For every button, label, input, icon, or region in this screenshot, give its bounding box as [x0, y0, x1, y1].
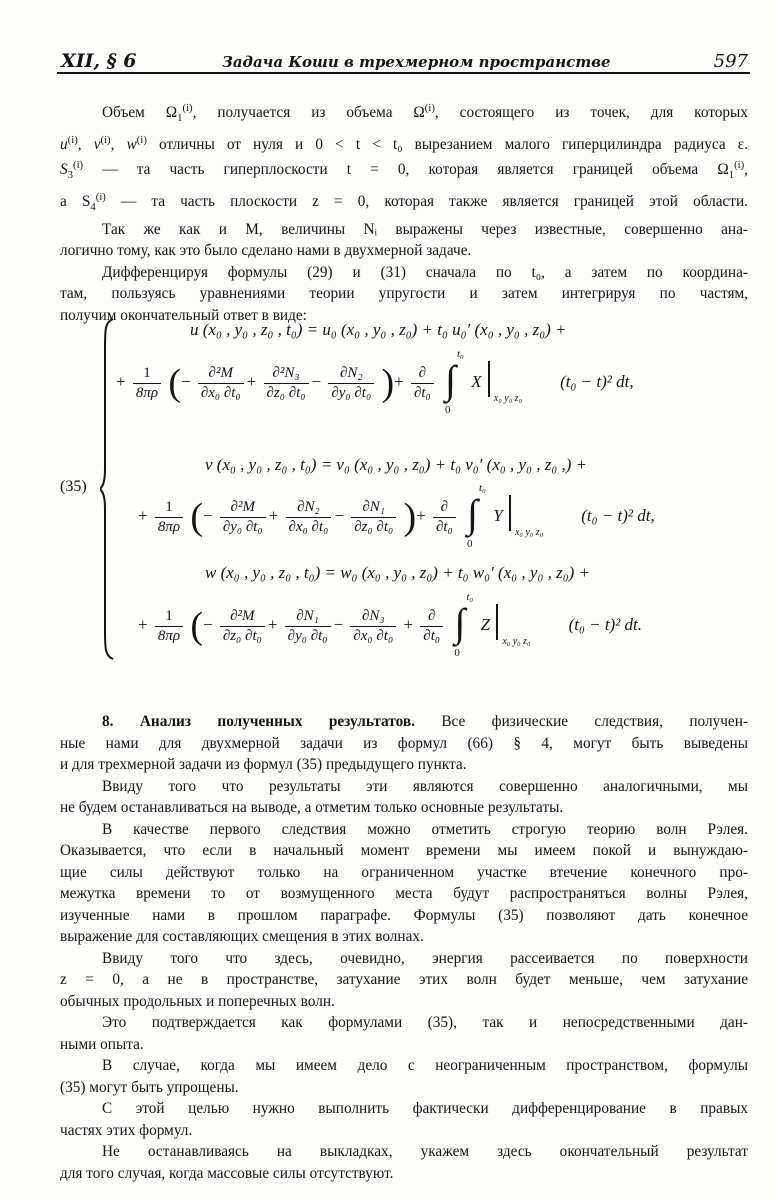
integral-sign: ∫ t₀ 0: [445, 348, 464, 416]
w-displacement-line-2: + $\frac{1}{8\pi\rho}$ (− $\frac{\text{∂²M}}{\text{∂z₀ ∂t₀}}$ + $\frac{\text{∂N₁}}{\text{∂y₀ ∂t₀}}$ − $\frac{\text{∂N₃}}{\text{∂x₀ ∂t₀}}$ + $\frac{\partial}{\text{∂t₀}}$ ∫ t₀ 0 Z x₀ y₀ z₀ (t₀ − t)² dt.: [138, 591, 643, 659]
u-displacement-line-2: + $\frac{1}{8\pi\rho}$ (− $\frac{\text{∂²M}}{\text{∂x₀ ∂t₀}}$ + $\frac{\text{∂²N₃}}{\text{∂z₀ ∂t₀}}$ − $\frac{\text{∂N₂}}{\text{∂y₀ ∂t₀}}$ )+ $\frac{\partial}{\text{∂t₀}}$ ∫ t₀ 0 X x₀ y₀ z₀ (t₀ − t)² dt,: [116, 348, 634, 416]
text-line: выражение для составляющих смещения в этих волнах.: [60, 928, 424, 945]
u-displacement-line-1: u (x₀ , y₀ , z₀ , t₀) = u₀ (x₀ , y₀ , z₀) + t₀ u₀′ (x₀ , y₀ , z₀) +: [190, 320, 567, 339]
text-line: ные нами для двухмерной задачи из формул (66) § 4, могут быть выведены: [60, 734, 748, 752]
text-line: там, пользуясь уравнениями теории упругости и затем интегрируя по частям,: [60, 285, 748, 303]
text-line: $u^{(i)}$, $v^{(i)}$, $w^{(i)}$ отличны от нуля и 0 < t < t₀ вырезанием малого гиперцилиндра радиуса ε.: [60, 133, 749, 153]
text-line: и для трехмерной задачи из формул (35) предыдущего пункта.: [60, 756, 467, 773]
text-line: Дифференцируя формулы (29) и (31) сначала по t₀, а затем по координа-: [102, 263, 748, 281]
chapter-title: Задача Коши в трехмерном пространстве: [222, 53, 611, 71]
v-displacement-line-2: + $\frac{1}{8\pi\rho}$ (− $\frac{\text{∂²M}}{\text{∂y₀ ∂t₀}}$ + $\frac{\text{∂N₂}}{\text{∂x₀ ∂t₀}}$ − $\frac{\text{∂N₁}}{\text{∂z₀ ∂t₀}}$ )+ $\frac{\partial}{\text{∂t₀}}$ ∫ t₀ 0 Y x₀ y₀ z₀ (t₀ − t)² dt,: [138, 482, 655, 550]
text-line: а $S_4^{(i)}$ — та часть плоскости z = 0, которая также является границей этой области.: [60, 190, 748, 214]
text-line: не будем останавливаться на выводе, а отметим только основные результаты.: [60, 799, 564, 816]
text-line: обычных продольных и поперечных волн.: [60, 992, 335, 1010]
text-line: изученные нами в прошлом параграфе. Формулы (35) позволяют дать конечное: [60, 906, 748, 924]
text-line: Это подтверждается как формулами (35), так и непосредственными дан-: [102, 1014, 748, 1031]
text-line: Не останавливаясь на выкладках, укажем здесь окончательный результат: [102, 1143, 748, 1160]
section-8: [60, 711, 748, 1184]
coefficient: $\frac{1}{8\pi\rho}$: [133, 365, 161, 402]
text-line: Оказывается, что если в начальный момент времени мы имеем покой и вынуждаю-: [60, 842, 748, 859]
w-displacement-line-1: w (x₀ , y₀ , z₀ , t₀) = w₀ (x₀ , y₀ , z₀) + t₀ w₀′ (x₀ , y₀ , z₀) +: [205, 563, 591, 582]
intro-paragraph: [60, 98, 748, 326]
text-line: Объем $\Omega_1^{(i)}$, получается из объема $\Omega^{(i)}$, состоящего из точек, для которых: [102, 102, 748, 125]
text-line: 8. Анализ полученных результатов. Все физические следствия, получен-: [102, 713, 749, 730]
text-line: Ввиду того что здесь, очевидно, энергия рассеивается по поверхности: [102, 949, 748, 967]
page-number: 597: [713, 51, 748, 72]
equation-number: (35): [60, 478, 87, 495]
section-heading: 8. Анализ полученных результатов.: [102, 713, 415, 730]
text-line: частях этих формул.: [60, 1121, 193, 1139]
evaluation-bar: x₀ y₀ z₀: [494, 606, 564, 646]
text-line: для того случая, когда массовые силы отсутствуют.: [60, 1164, 394, 1182]
evaluation-bar: x₀ y₀ z₀: [486, 363, 556, 403]
text-line: (35) могут быть упрощены.: [60, 1078, 239, 1096]
text-line: В случае, когда мы имеем дело с неограниченным пространством, формулы: [102, 1057, 748, 1074]
text-line: $S_3^{(i)}$ — та часть гиперплоскости t = 0, которая является границей объема $\Omega_1^{(i)}$,: [60, 159, 748, 182]
text-line: Так же как и M, величины Nᵢ выражены через известные, совершенно ана-: [102, 220, 748, 238]
text-line: В качестве первого следствия можно отметить строгую теорию волн Рэлея.: [102, 820, 748, 838]
running-header: [57, 42, 750, 76]
left-brace: [100, 318, 114, 660]
text-line: логично тому, как это было сделано нами в двухмерной задаче.: [60, 242, 472, 260]
text-line: получим окончательный ответ в виде:: [60, 306, 307, 324]
section-reference: XII, § 6: [61, 50, 137, 72]
text-line: межутка времени то от возмущенного места будут распространяться волны Рэлея,: [60, 885, 748, 902]
coefficient: $\frac{1}{8\pi\rho}$: [155, 608, 183, 645]
integral-sign: ∫ t₀ 0: [467, 482, 486, 550]
coefficient: $\frac{1}{8\pi\rho}$: [155, 499, 183, 536]
text-line: щие силы действуют только на ограниченном участке втечение конечного про-: [60, 863, 748, 881]
header-rule: [57, 72, 750, 74]
v-displacement-line-1: v (x₀ , y₀ , z₀ , t₀) = v₀ (x₀ , y₀ , z₀) + t₀ v₀′ (x₀ , y₀ , z₀ ,) +: [205, 455, 588, 474]
text-line: Ввиду того что результаты эти являются совершенно аналогичными, мы: [102, 777, 748, 795]
integral-sign: ∫ t₀ 0: [454, 591, 474, 659]
text-line: С этой целью нужно выполнить фактически дифференцирование в правых: [102, 1100, 748, 1117]
text-line: z = 0, а не в пространстве, затухание этих волн будет меньше, чем затухание: [60, 971, 748, 988]
evaluation-bar: x₀ y₀ z₀: [507, 497, 577, 537]
text-line: ными опыта.: [60, 1035, 144, 1053]
